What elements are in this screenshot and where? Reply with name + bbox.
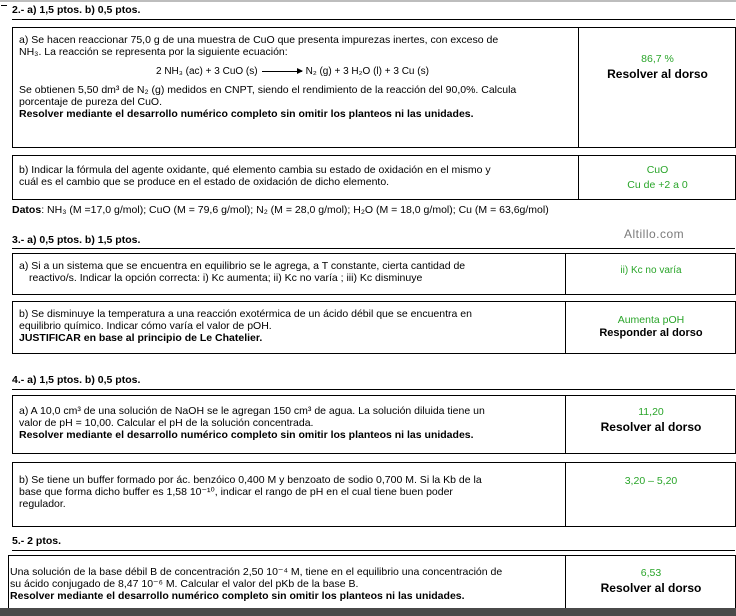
section-3-header: 3.- a) 0,5 ptos. b) 1,5 ptos. — [12, 234, 141, 246]
q4a-instruction: Resolver mediante el desarrollo numérico completo sin omitir los planteos ni las unidades. — [19, 429, 474, 441]
answer-4a-value: 11,20 — [638, 406, 664, 418]
answer-2b-value-2: Cu de +2 a 0 — [627, 179, 688, 191]
corner-mark — [1, 5, 7, 6]
section-5-header: 5.- 2 ptos. — [12, 535, 62, 547]
answer-4b-value: 3,20 – 5,20 — [624, 475, 678, 487]
q4b-line-2: base que forma dicho buffer es 1,58 10⁻¹⁰, indicar el rango de pH en el cual tiene buen poder — [19, 486, 453, 498]
q2a-instruction: Resolver mediante el desarrollo numérico completo sin omitir los planteos ni las unidades. — [19, 108, 474, 120]
section-4-header-rule — [12, 389, 735, 390]
section-5-answer — [566, 566, 736, 596]
q4a-line-1: a) A 10,0 cm³ de una solución de NaOH se le agregan 150 cm³ de agua. La solución diluida tiene un — [19, 405, 485, 417]
section-4b-answer — [566, 474, 736, 489]
section-3b-answer — [566, 314, 736, 340]
section-5-question — [10, 566, 563, 602]
answer-3b-value: Aumenta pOH — [617, 314, 685, 326]
answer-5-note: Resolver al dorso — [600, 581, 702, 595]
q2b-line-1: b) Indicar la fórmula del agente oxidante, qué elemento cambia su estado de oxidación en el mismo y — [19, 164, 491, 176]
q3a-line-1: a) Si a un sistema que se encuentra en equilibrio se le agrega, a T constante, cierta cantidad de — [19, 260, 466, 272]
q2a-line-3: Se obtienen 5,50 dm³ de N₂ (g) medidos en CNPT, siendo el rendimiento de la reacción del 90,0%. Calcula — [19, 84, 517, 96]
answer-3b-note: Responder al dorso — [599, 327, 703, 339]
answer-3a-value: ii) Kc no varía — [620, 265, 682, 276]
section-2-header-rule — [12, 19, 735, 20]
section-3-header-rule — [12, 248, 735, 249]
section-2b-question — [19, 164, 575, 188]
q5-line-1: Una solución de la base débil B de concentración 2,50 10⁻⁴ M, tiene en el equilibrio una concentración de — [10, 566, 503, 578]
datos-line — [12, 204, 549, 216]
section-3b-question — [19, 308, 563, 344]
equation-reactants: 2 NH₃ (ac) + 3 CuO (s) — [156, 66, 258, 77]
q4b-line-3: regulador. — [19, 498, 66, 510]
q2a-line-4: porcentaje de pureza del CuO. — [19, 96, 163, 108]
q2a-line-2: NH₃. La reacción se representa por la siguiente ecuación: — [19, 46, 288, 58]
q4b-line-1: b) Se tiene un buffer formado por ác. benzóico 0,400 M y benzoato de sodio 0,700 M. Si la Kb de la — [19, 474, 482, 486]
section-4b-question — [19, 474, 563, 510]
section-3a-answer — [566, 263, 736, 278]
section-4b-divider — [565, 462, 566, 527]
section-2a-question — [19, 34, 575, 120]
section-4a-answer — [566, 405, 736, 435]
answer-2a-value: 86,7 % — [641, 53, 674, 65]
q3a-line-2: reactivo/s. Indicar la opción correcta: i) Kc aumenta; ii) Kc no varía ; iii) Kc disminuye — [29, 272, 423, 284]
answer-2a-note: Resolver al dorso — [607, 67, 708, 81]
q2a-equation — [156, 66, 575, 78]
q3b-line-2: equilibrio químico. Indicar cómo varía el valor de pOH. — [19, 320, 272, 332]
datos-label: Datos — [12, 204, 42, 216]
q5-line-2: su ácido conjugado de 8,47 10⁻⁶ M. Calcular el valor del pKb de la base B. — [10, 578, 359, 590]
section-5-header-rule — [12, 550, 735, 551]
q2a-line-1: a) Se hacen reaccionar 75,0 g de una muestra de CuO que presenta impurezas inertes, con exceso de — [19, 34, 499, 46]
section-4a-question — [19, 405, 563, 441]
section-4-header: 4.- a) 1,5 ptos. b) 0,5 ptos. — [12, 374, 141, 386]
section-3a-question — [19, 260, 563, 284]
section-2a-divider — [578, 27, 579, 148]
watermark: Altillo.com — [624, 227, 685, 241]
answer-2b-value-1: CuO — [646, 164, 669, 176]
answer-4a-note: Resolver al dorso — [600, 420, 702, 434]
bottom-scroll-bar — [0, 608, 736, 616]
q4a-line-2: valor de pH = 10,00. Calcular el pH de la solución concentrada. — [19, 417, 314, 429]
q3b-instruction: JUSTIFICAR en base al principio de Le Chatelier. — [19, 332, 263, 344]
q5-instruction: Resolver mediante el desarrollo numérico completo sin omitir los planteos ni las unidades. — [10, 590, 465, 602]
top-border — [0, 0, 736, 2]
q3b-line-1: b) Se disminuye la temperatura a una reacción exotérmica de un ácido débil que se encuentra en — [19, 308, 472, 320]
datos-text: : NH₃ (M =17,0 g/mol); CuO (M = 79,6 g/mol); N₂ (M = 28,0 g/mol); H₂O (M = 18,0 g/mol); Cu (M = 63,6g/mol) — [41, 204, 549, 216]
section-2a-answer — [579, 52, 736, 82]
equation-products: N₂ (g) + 3 H₂O (l) + 3 Cu (s) — [305, 66, 429, 77]
section-2-header: 2.- a) 1,5 ptos. b) 0,5 ptos. — [12, 4, 141, 16]
reaction-arrow-icon — [262, 71, 302, 72]
q2b-line-2: cuál es el cambio que se produce en el estado de oxidación de dicho elemento. — [19, 176, 390, 188]
section-2b-answer — [579, 163, 736, 193]
answer-5-value: 6,53 — [640, 567, 662, 579]
